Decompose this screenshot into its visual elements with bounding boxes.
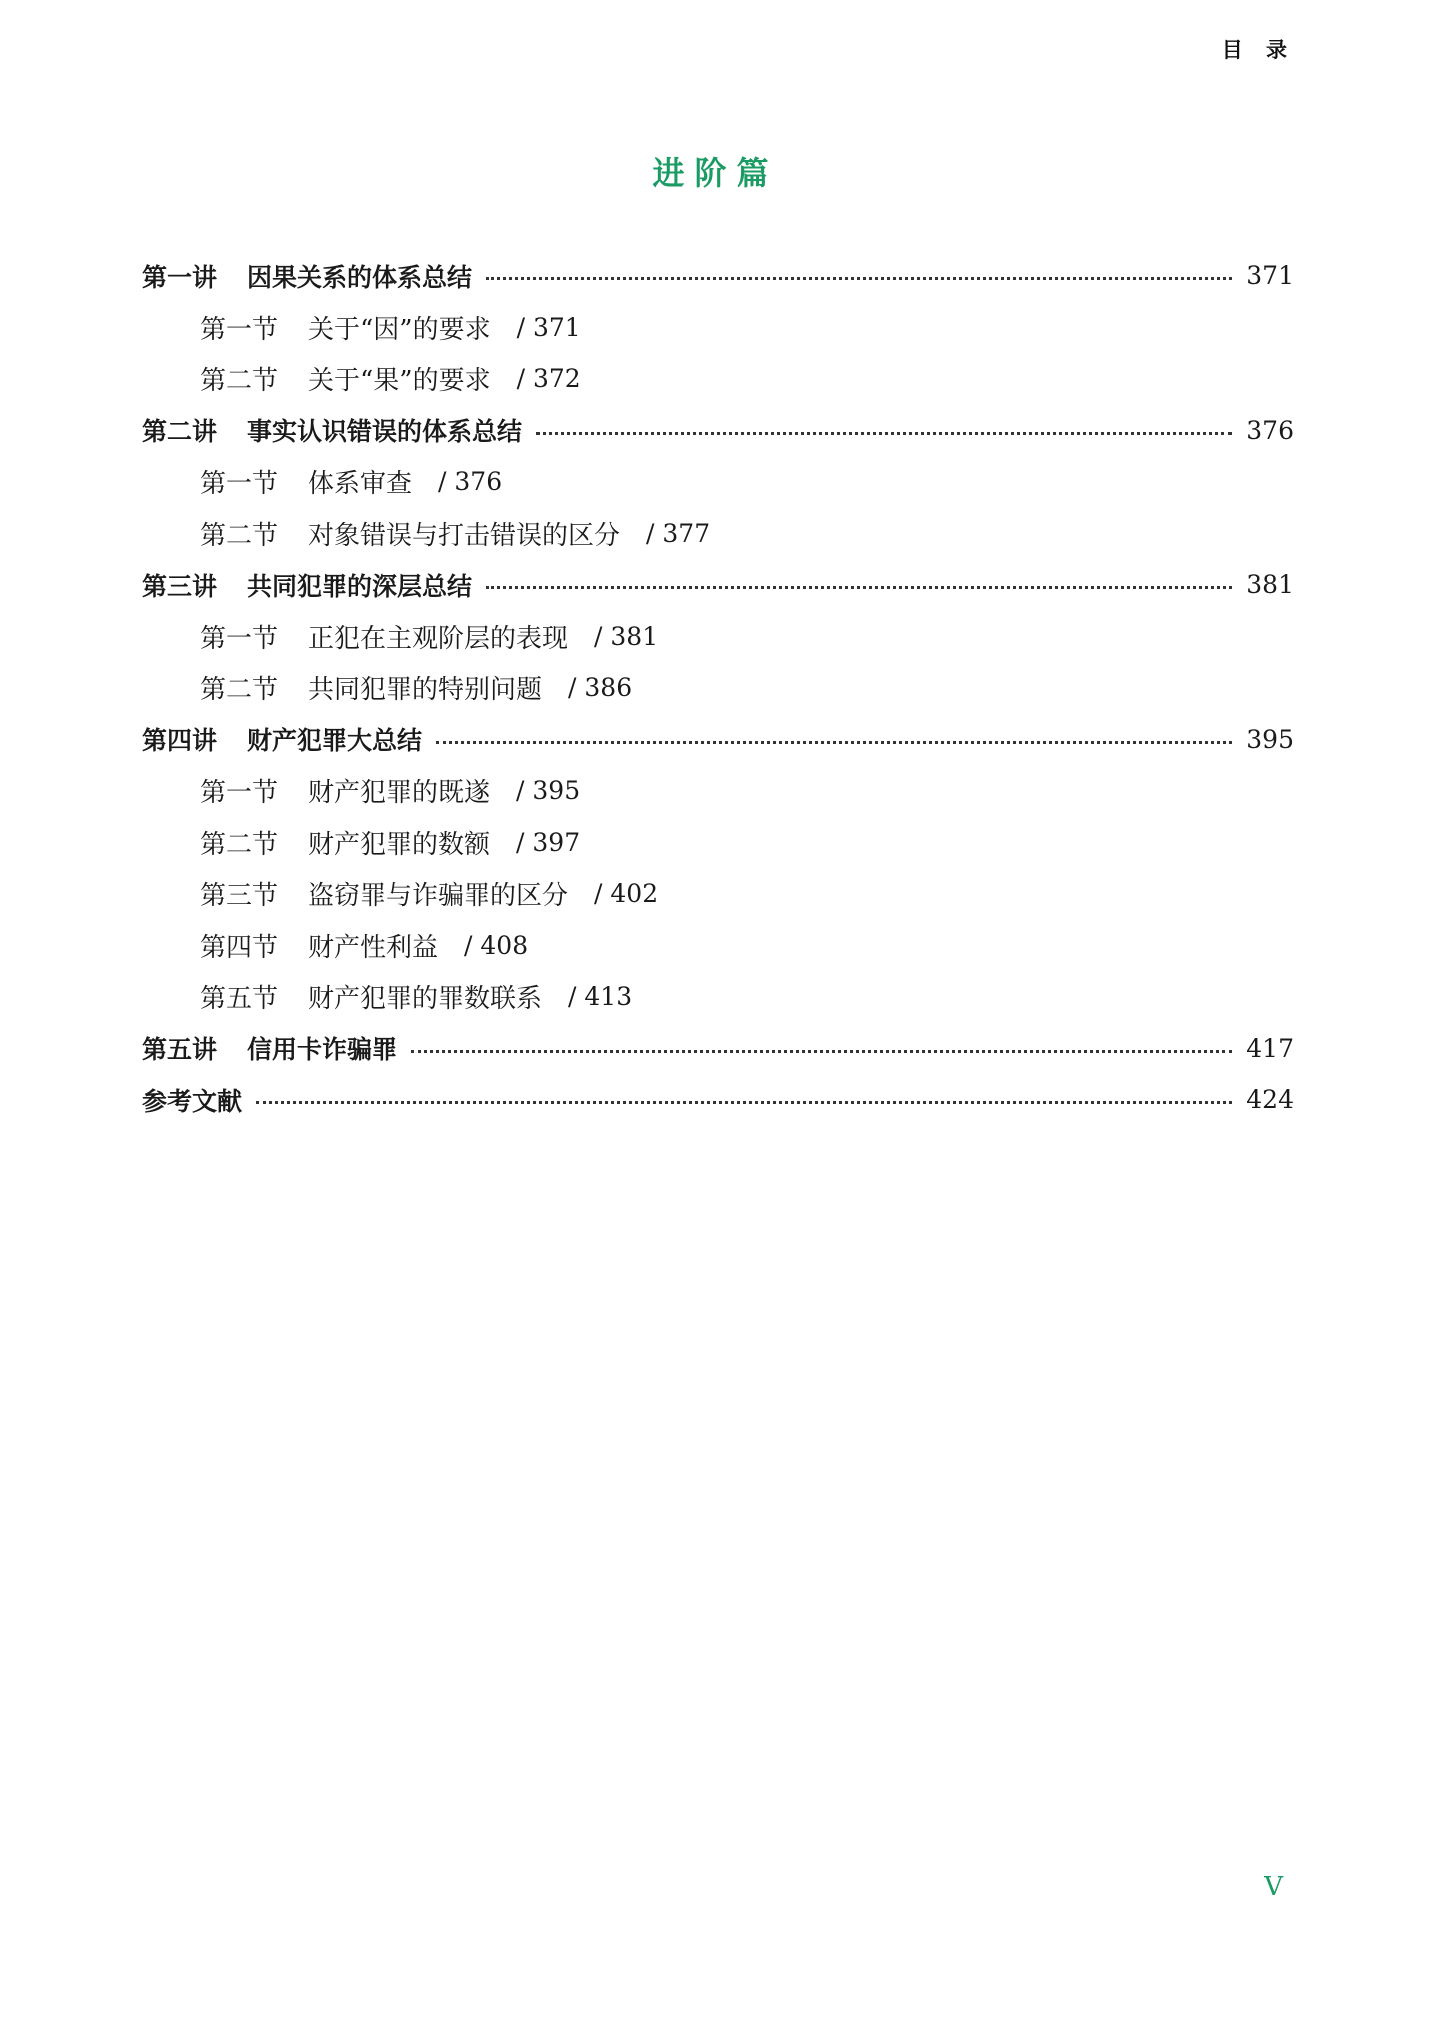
section-page-number: / 386 — [568, 673, 633, 703]
chapter-page-number: 417 — [1246, 1033, 1294, 1063]
toc-section-entry[interactable] — [142, 353, 1294, 405]
section-number: 第二节 — [200, 675, 279, 706]
chapter-page-number: 395 — [1246, 724, 1294, 754]
chapter-title: 参考文献 — [142, 1086, 243, 1116]
section-title: 关于“因”的要求 — [308, 314, 491, 345]
table-of-contents — [142, 250, 1294, 1126]
section-page-number: / 372 — [516, 364, 581, 394]
section-page-number: / 413 — [568, 982, 633, 1012]
toc-section-entry[interactable] — [142, 302, 1294, 354]
dot-leader — [256, 1101, 1232, 1104]
section-number: 第一节 — [200, 623, 279, 654]
chapter-title: 共同犯罪的深层总结 — [247, 571, 473, 601]
section-title: 财产犯罪的既遂 — [308, 778, 491, 809]
section-title: 关于“果”的要求 — [308, 366, 491, 397]
section-page-number: / 371 — [516, 312, 581, 342]
chapter-title: 因果关系的体系总结 — [247, 262, 473, 292]
section-page-number: / 397 — [516, 827, 581, 857]
page-number: V — [1264, 1872, 1283, 1902]
chapter-page-number: 424 — [1246, 1085, 1294, 1115]
toc-chapter-entry[interactable] — [142, 559, 1294, 611]
section-number: 第一节 — [200, 314, 279, 345]
section-number: 第五节 — [200, 984, 279, 1015]
dot-leader — [436, 741, 1232, 744]
section-title: 财产犯罪的罪数联系 — [308, 984, 543, 1015]
section-page-number: / 376 — [438, 467, 503, 497]
section-page-number: / 381 — [594, 621, 659, 651]
toc-chapter-entry[interactable] — [142, 405, 1294, 457]
dot-leader — [536, 432, 1232, 435]
section-number: 第二节 — [200, 829, 279, 860]
section-number: 第二节 — [200, 520, 279, 551]
chapter-page-number: 381 — [1246, 570, 1294, 600]
chapter-page-number: 371 — [1246, 261, 1294, 291]
chapter-number: 第五讲 — [142, 1035, 218, 1065]
section-title: 对象错误与打击错误的区分 — [308, 520, 621, 551]
toc-section-entry[interactable] — [142, 456, 1294, 508]
toc-section-entry[interactable] — [142, 508, 1294, 560]
section-number: 第二节 — [200, 366, 279, 397]
section-page-number: / 395 — [516, 776, 581, 806]
toc-section-entry[interactable] — [142, 971, 1294, 1023]
chapter-title: 财产犯罪大总结 — [247, 726, 423, 756]
toc-section-entry[interactable] — [142, 765, 1294, 817]
running-head: 目 录 — [1221, 38, 1295, 62]
section-page-number: / 377 — [646, 518, 711, 548]
section-title: 体系审查 — [308, 469, 413, 500]
chapter-title: 信用卡诈骗罪 — [247, 1035, 398, 1065]
chapter-number: 第一讲 — [142, 262, 218, 292]
chapter-number: 第三讲 — [142, 571, 218, 601]
dot-leader — [411, 1050, 1232, 1053]
section-number: 第四节 — [200, 932, 279, 963]
toc-chapter-entry[interactable] — [142, 1074, 1294, 1126]
chapter-number: 第二讲 — [142, 417, 218, 447]
section-title: 财产性利益 — [308, 932, 439, 963]
section-number: 第一节 — [200, 469, 279, 500]
toc-chapter-entry[interactable] — [142, 250, 1294, 302]
toc-section-entry[interactable] — [142, 817, 1294, 869]
dot-leader — [486, 586, 1232, 589]
toc-chapter-entry[interactable] — [142, 1023, 1294, 1075]
toc-section-entry[interactable] — [142, 920, 1294, 972]
section-page-number: / 402 — [594, 879, 659, 909]
dot-leader — [486, 277, 1232, 280]
toc-chapter-entry[interactable] — [142, 714, 1294, 766]
chapter-number: 第四讲 — [142, 726, 218, 756]
part-title: 进阶篇 — [652, 154, 779, 192]
chapter-title: 事实认识错误的体系总结 — [247, 417, 523, 447]
section-title: 共同犯罪的特别问题 — [308, 675, 543, 706]
section-number: 第三节 — [200, 881, 279, 912]
chapter-page-number: 376 — [1246, 415, 1294, 445]
section-page-number: / 408 — [464, 930, 529, 960]
section-number: 第一节 — [200, 778, 279, 809]
section-title: 盗窃罪与诈骗罪的区分 — [308, 881, 569, 912]
toc-section-entry[interactable] — [142, 662, 1294, 714]
toc-section-entry[interactable] — [142, 868, 1294, 920]
section-title: 正犯在主观阶层的表现 — [308, 623, 569, 654]
section-title: 财产犯罪的数额 — [308, 829, 491, 860]
toc-section-entry[interactable] — [142, 611, 1294, 663]
